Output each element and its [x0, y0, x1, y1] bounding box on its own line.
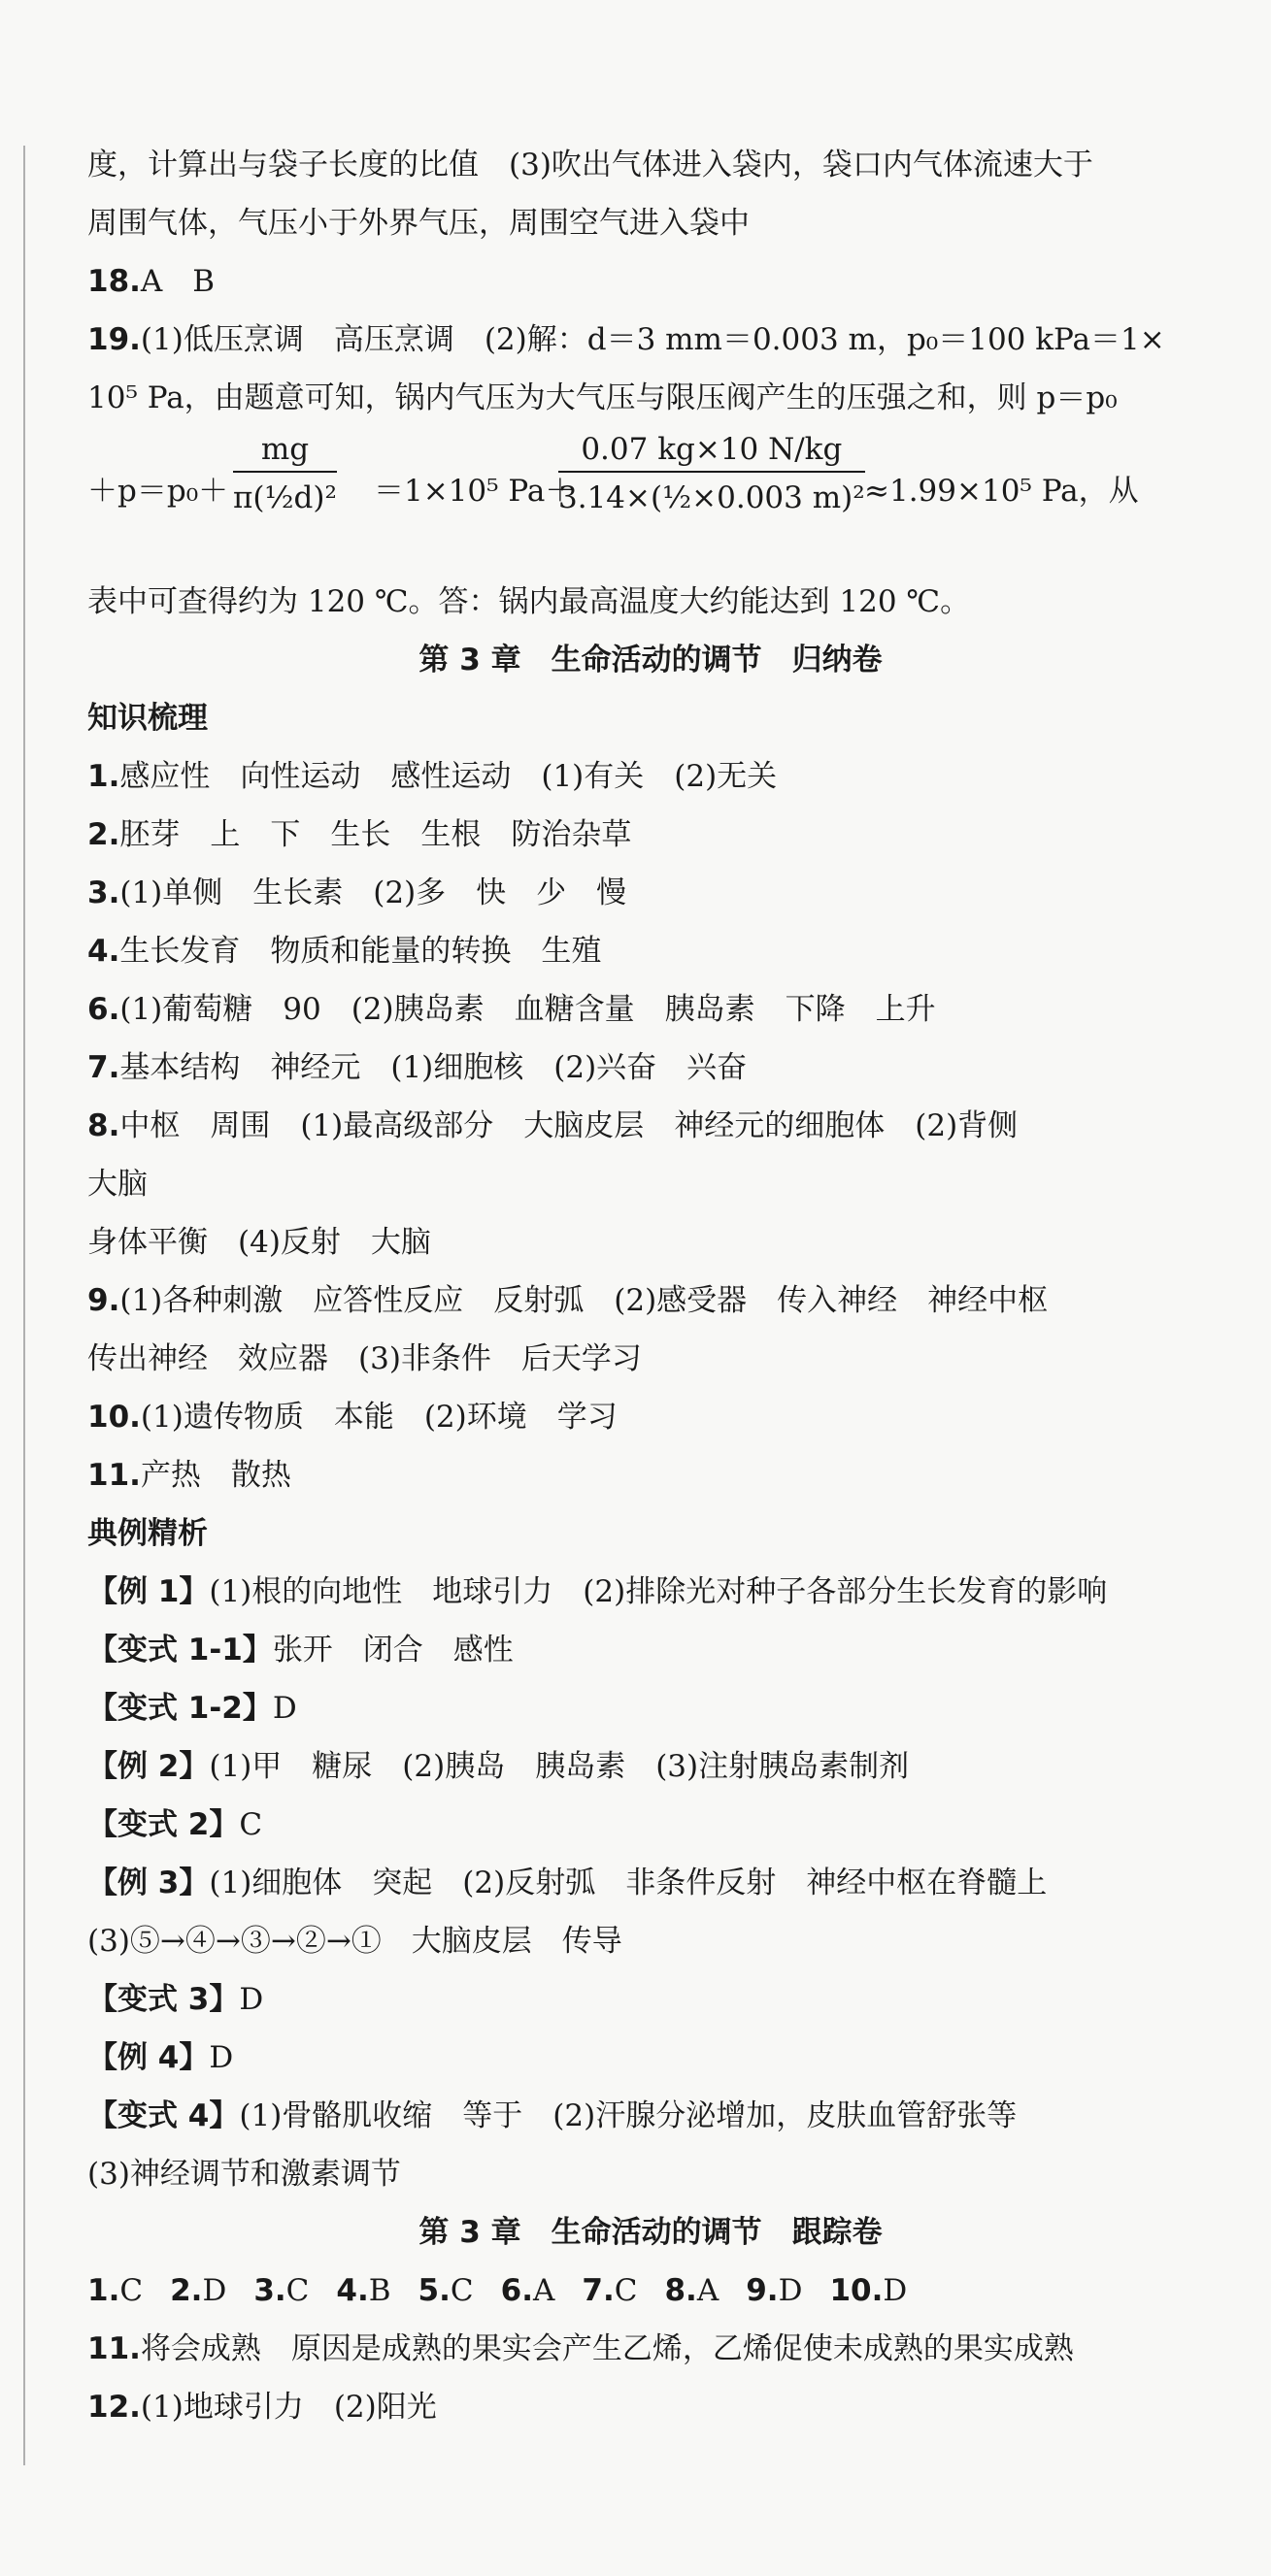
item-text: 传出神经 效应器 (3)非条件 后天学习 [87, 1341, 642, 1376]
knowledge-item [87, 1388, 1214, 1446]
item-number: 6. [87, 992, 120, 1027]
knowledge-item [87, 1039, 1214, 1097]
example-text: D [239, 1982, 264, 2017]
example-item [87, 1970, 1214, 2029]
item-number: 6. [500, 2273, 533, 2308]
question-number: 18. [87, 264, 141, 299]
question-11 [87, 2320, 1214, 2378]
fraction-denominator: 3.14×(½×0.003 m)² [558, 480, 865, 515]
margin-line [23, 146, 25, 2465]
example-item [87, 1796, 1214, 1854]
choice-answer: D [202, 2273, 227, 2308]
example-text: (1)骨骼肌收缩 等于 (2)汗腺分泌增加，皮肤血管舒张等 [239, 2098, 1018, 2133]
example-text: (3)⑤→④→③→②→① 大脑皮层 传导 [87, 1924, 622, 1959]
choice-answer: D [778, 2273, 803, 2308]
item-text: 产热 散热 [140, 1458, 291, 1493]
question-18 [87, 252, 1214, 311]
example-text: (1)根的向地性 地球引力 (2)排除光对种子各部分生长发育的影响 [209, 1574, 1108, 1609]
text-line: 表中可查得约为 120 ℃。答：锅内最高温度大约能达到 120 ℃。 [87, 584, 971, 619]
question-number: 19. [87, 322, 141, 357]
example-tag: 【例 1】 [87, 1574, 210, 1609]
item-number: 2. [170, 2273, 203, 2308]
knowledge-item [87, 1097, 1214, 1155]
fraction-numerator: mg [233, 432, 337, 473]
tracking-answer [501, 2273, 555, 2308]
item-number: 8. [664, 2273, 697, 2308]
example-tag: 【变式 4】 [87, 2098, 240, 2133]
tracking-answer [664, 2273, 719, 2308]
item-number: 5. [418, 2273, 451, 2308]
example-text: C [239, 1807, 263, 1842]
knowledge-item [87, 806, 1214, 864]
item-text: 身体平衡 (4)反射 大脑 [87, 1225, 431, 1260]
example-item [87, 1854, 1214, 1912]
tracking-answer [746, 2273, 802, 2308]
knowledge-item [87, 922, 1214, 980]
item-text: 胚芽 上 下 生长 生根 防治杂草 [119, 817, 632, 852]
knowledge-item [87, 1271, 1214, 1330]
fraction-numerator: 0.07 kg×10 N/kg [558, 432, 865, 473]
knowledge-item [87, 864, 1214, 922]
item-number: 1. [87, 759, 120, 794]
item-text: 基本结构 神经元 (1)细胞核 (2)兴奋 兴奋 [119, 1050, 748, 1085]
example-list [87, 1563, 1214, 2203]
choice-answer: D [883, 2273, 908, 2308]
answer-text: 将会成熟 原因是成熟的果实会产生乙烯，乙烯促使未成熟的果实成熟 [140, 2331, 1074, 2366]
fraction-denominator: π(½d)² [233, 480, 337, 515]
tracking-answer [829, 2273, 907, 2308]
item-number: 10. [829, 2273, 884, 2308]
tracking-answer [336, 2273, 390, 2308]
choice-answer: C [285, 2273, 310, 2308]
knowledge-list [87, 747, 1214, 1504]
text-line: 周围气体，气压小于外界气压，周围空气进入袋中 [87, 206, 750, 241]
choice-answer: C [450, 2273, 474, 2308]
example-text: D [209, 2040, 234, 2075]
item-number: 8. [87, 1108, 120, 1143]
item-number: 7. [582, 2273, 615, 2308]
choice-answer: C [614, 2273, 638, 2308]
example-item [87, 1737, 1214, 1796]
knowledge-item [87, 1155, 1214, 1213]
question-19 [87, 311, 1214, 369]
item-number: 11. [87, 1458, 141, 1493]
item-text: (1)各种刺激 应答性反应 反射弧 (2)感受器 传入神经 神经中枢 [119, 1283, 1049, 1318]
item-text: 大脑 [87, 1167, 148, 1202]
example-text: (1)细胞体 突起 (2)反射弧 非条件反射 神经中枢在脊髓上 [209, 1866, 1048, 1900]
example-tag: 【变式 2】 [87, 1807, 240, 1842]
knowledge-item [87, 1446, 1214, 1504]
chapter-heading-tracking: 第 3 章 生命活动的调节 跟踪卷 [418, 2215, 883, 2250]
chapter-heading-summary: 第 3 章 生命活动的调节 归纳卷 [418, 643, 883, 677]
text-line: 度，计算出与袋子长度的比值 (3)吹出气体进入袋内，袋口内气体流速大于 [87, 148, 1093, 182]
item-text: 生长发育 物质和能量的转换 生殖 [119, 934, 602, 969]
knowledge-item [87, 980, 1214, 1039]
example-tag: 【例 2】 [87, 1749, 210, 1784]
tracking-answers-row [87, 2262, 1214, 2320]
item-number: 4. [87, 934, 120, 969]
item-number: 3. [87, 875, 120, 910]
choice-answer: B [368, 2273, 391, 2308]
example-text: (1)甲 糖尿 (2)胰岛 胰岛素 (3)注射胰岛素制剂 [209, 1749, 910, 1784]
example-item [87, 1679, 1214, 1737]
example-item [87, 2087, 1214, 2145]
example-tag: 【例 4】 [87, 2040, 210, 2075]
example-item [87, 1563, 1214, 1621]
answer-text: (1)地球引力 (2)阳光 [140, 2390, 437, 2425]
example-item [87, 1912, 1214, 1970]
item-number: 10. [87, 1400, 141, 1435]
item-number: 4. [336, 2273, 369, 2308]
example-text: D [272, 1691, 297, 1726]
item-number: 2. [87, 817, 120, 852]
knowledge-item [87, 1213, 1214, 1271]
choice-answer: A [533, 2273, 555, 2308]
question-12 [87, 2378, 1214, 2436]
tracking-answer [582, 2273, 637, 2308]
example-tag: 【变式 1-2】 [87, 1691, 273, 1726]
example-text: 张开 闭合 感性 [272, 1633, 514, 1668]
example-item [87, 1621, 1214, 1679]
tracking-answer [253, 2273, 309, 2308]
formula-lhs: ＋p＝p₀＋ [87, 474, 229, 509]
knowledge-item [87, 1330, 1214, 1388]
item-number: 9. [746, 2273, 779, 2308]
tracking-answer [418, 2273, 474, 2308]
example-item [87, 2029, 1214, 2087]
question-number: 11. [87, 2331, 141, 2366]
formula-rhs: ≈1.99×10⁵ Pa，从 [864, 474, 1139, 509]
choice-answer: C [119, 2273, 144, 2308]
text-line: 10⁵ Pa，由题意可知，锅内气压为大气压与限压阀产生的压强之和，则 p＝p₀ [87, 380, 1118, 415]
question-number: 12. [87, 2390, 141, 2425]
fraction-force [558, 432, 865, 515]
item-text: (1)葡萄糖 90 (2)胰岛素 血糖含量 胰岛素 下降 上升 [119, 992, 936, 1027]
example-tag: 【例 3】 [87, 1866, 210, 1900]
fraction-mg [233, 432, 337, 515]
item-number: 9. [87, 1283, 120, 1318]
section-title-knowledge: 知识梳理 [87, 701, 208, 736]
item-number: 1. [87, 2273, 120, 2308]
answer-page [87, 136, 1214, 2436]
item-number: 7. [87, 1050, 120, 1085]
example-tag: 【变式 1-1】 [87, 1633, 273, 1668]
example-tag: 【变式 3】 [87, 1982, 240, 2017]
knowledge-item [87, 747, 1214, 806]
item-number: 3. [253, 2273, 286, 2308]
tracking-answer [170, 2273, 226, 2308]
formula-middle: ＝1×10⁵ Pa＋ [374, 474, 576, 509]
answer-text: (1)低压烹调 高压烹调 (2)解：d＝3 mm＝0.003 m，p₀＝100 kPa＝1× [140, 322, 1165, 357]
item-text: (1)单侧 生长素 (2)多 快 少 慢 [119, 875, 627, 910]
answer-text: A B [140, 264, 216, 299]
example-text: (3)神经调节和激素调节 [87, 2157, 401, 2192]
item-text: 中枢 周围 (1)最高级部分 大脑皮层 神经元的细胞体 (2)背侧 [119, 1108, 1019, 1143]
item-text: 感应性 向性运动 感性运动 (1)有关 (2)无关 [119, 759, 778, 794]
section-title-examples: 典例精析 [87, 1516, 208, 1551]
item-text: (1)遗传物质 本能 (2)环境 学习 [140, 1400, 618, 1435]
tracking-answer [87, 2273, 143, 2308]
example-item [87, 2145, 1214, 2203]
choice-answer: A [696, 2273, 719, 2308]
pressure-formula [87, 427, 1214, 573]
